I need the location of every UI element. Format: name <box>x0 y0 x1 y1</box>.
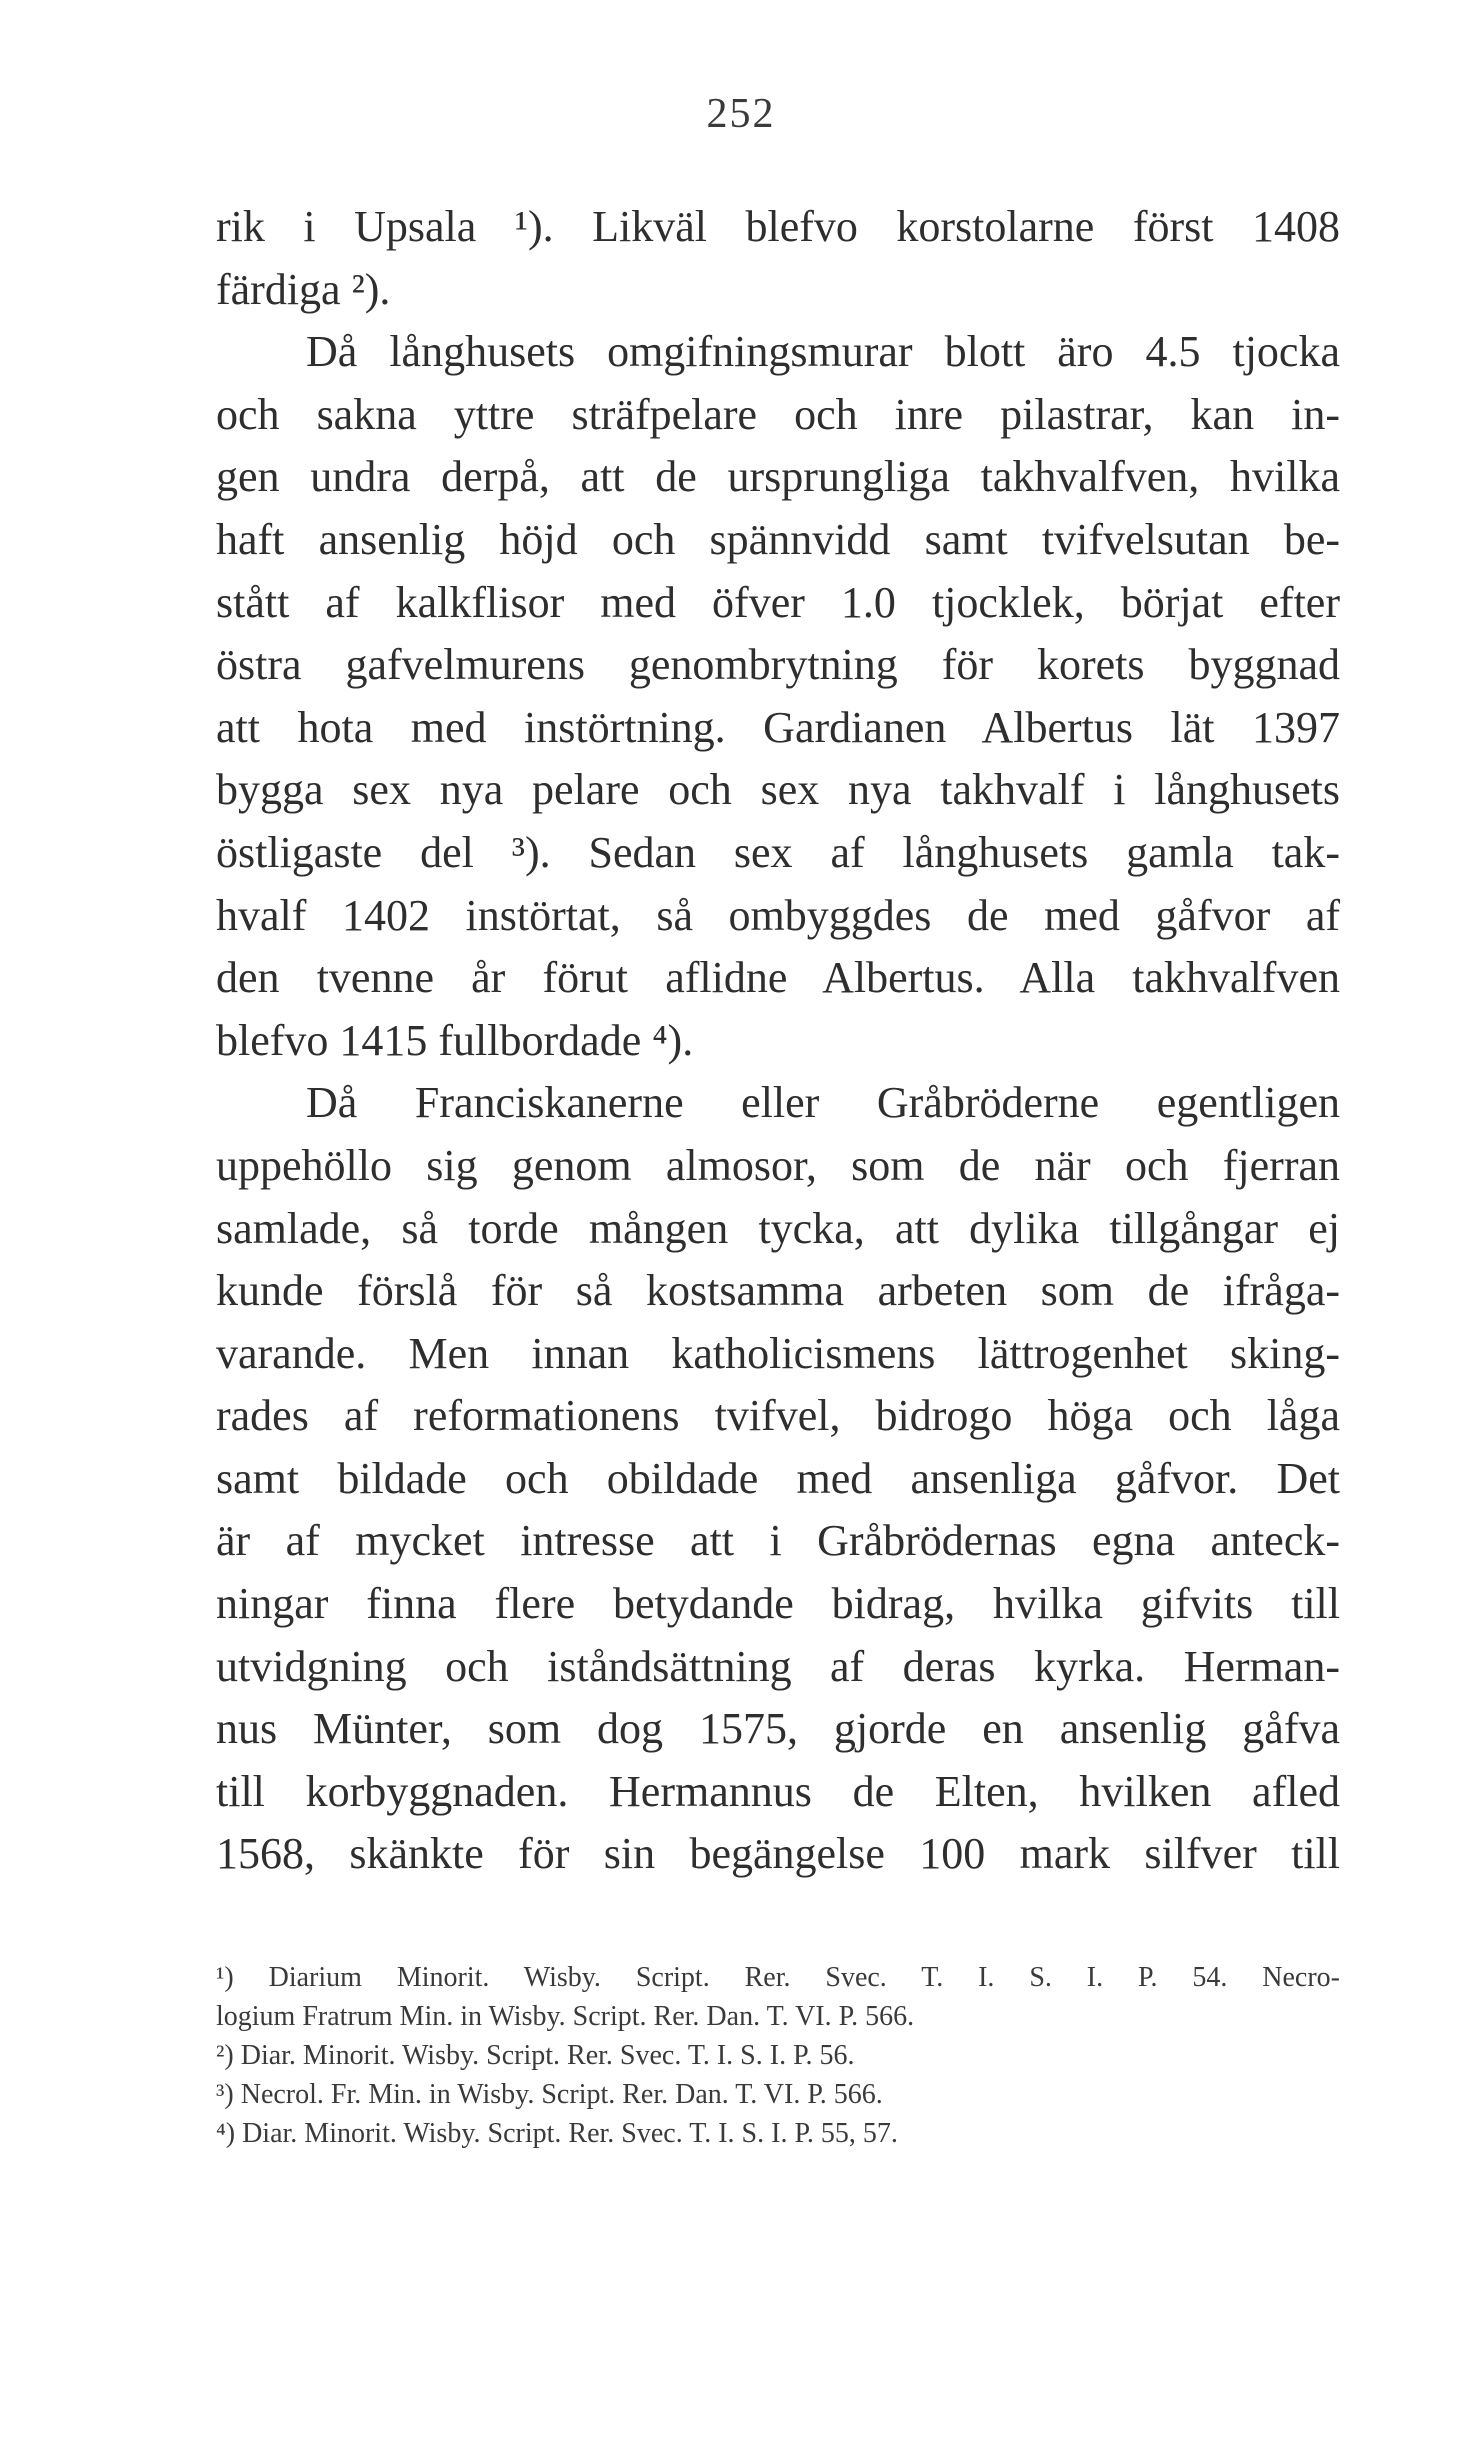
footnote-1-continuation: logium Fratrum Min. in Wisby. Script. Rer. Dan. T. VI. P. 566. <box>216 2001 915 2032</box>
page-number: 252 <box>706 91 776 137</box>
footnote-2: ²) Diar. Minorit. Wisby. Script. Rer. Svec. T. I. S. I. P. 56. <box>216 2040 855 2071</box>
text-line: och sakna yttre sträfpelare och inre pilastrar, kan in- <box>216 389 1340 439</box>
text-line: färdiga ²). <box>216 264 391 314</box>
text-line: haft ansenlig höjd och spännvidd samt tvifvelsutan be- <box>216 514 1340 564</box>
body-text <box>216 196 1340 1886</box>
text-line: gen undra derpå, att de ursprungliga takhvalfven, hvilka <box>216 452 1340 502</box>
text-line: nus Münter, som dog 1575, gjorde en ansenlig gåfva <box>216 1704 1340 1754</box>
footnote-3: ³) Necrol. Fr. Min. in Wisby. Script. Rer. Dan. T. VI. P. 566. <box>216 2079 883 2110</box>
text-line: samt bildade och obildade med ansenliga gåfvor. Det <box>216 1453 1340 1503</box>
text-line: stått af kalkflisor med öfver 1.0 tjocklek, börjat efter <box>216 577 1340 627</box>
text-line: till korbyggnaden. Hermannus de Elten, hvilken afled <box>216 1766 1340 1816</box>
text-line: varande. Men innan katholicismens lättrogenhet sking- <box>216 1328 1340 1378</box>
text-line: rades af reformationens tvifvel, bidrogo höga och låga <box>216 1391 1340 1441</box>
text-line: är af mycket intresse att i Gråbrödernas egna anteck- <box>216 1516 1340 1566</box>
text-line: hvalf 1402 instörtat, så ombyggdes de med gåfvor af <box>216 890 1340 940</box>
text-line: östligaste del ³). Sedan sex af långhusets gamla tak- <box>216 827 1340 877</box>
footnote-1: ¹) Diarium Minorit. Wisby. Script. Rer. Svec. T. I. S. I. P. 54. Necro- <box>216 1962 1340 1993</box>
text-line: ningar finna flere betydande bidrag, hvilka gifvits till <box>216 1579 1340 1629</box>
paragraph-start: Då långhusets omgifningsmurar blott äro 4.5 tjocka <box>306 327 1340 377</box>
text-line: bygga sex nya pelare och sex nya takhvalf i långhusets <box>216 765 1340 815</box>
text-line: uppehöllo sig genom almosor, som de när och fjerran <box>216 1140 1340 1190</box>
text-line: samlade, så torde mången tycka, att dylika tillgångar ej <box>216 1203 1340 1253</box>
text-line: östra gafvelmurens genombrytning för korets byggnad <box>216 640 1340 690</box>
text-line: att hota med instörtning. Gardianen Albertus lät 1397 <box>216 702 1340 752</box>
footnotes <box>216 1958 1340 2153</box>
text-line: den tvenne år förut aflidne Albertus. Alla takhvalfven <box>216 953 1340 1003</box>
paragraph-start: Då Franciskanerne eller Gråbröderne egentligen <box>306 1078 1340 1128</box>
text-line: 1568, skänkte för sin begängelse 100 mark silfver till <box>216 1829 1340 1879</box>
text-line: utvidgning och iståndsättning af deras kyrka. Herman- <box>216 1641 1340 1691</box>
text-line: rik i Upsala ¹). Likväl blefvo korstolarne först 1408 <box>216 202 1340 251</box>
footnote-4: ⁴) Diar. Minorit. Wisby. Script. Rer. Svec. T. I. S. I. P. 55, 57. <box>216 2118 898 2149</box>
text-line: kunde förslå för så kostsamma arbeten som de ifråga- <box>216 1266 1340 1316</box>
text-line: blefvo 1415 fullbordade ⁴). <box>216 1015 694 1065</box>
